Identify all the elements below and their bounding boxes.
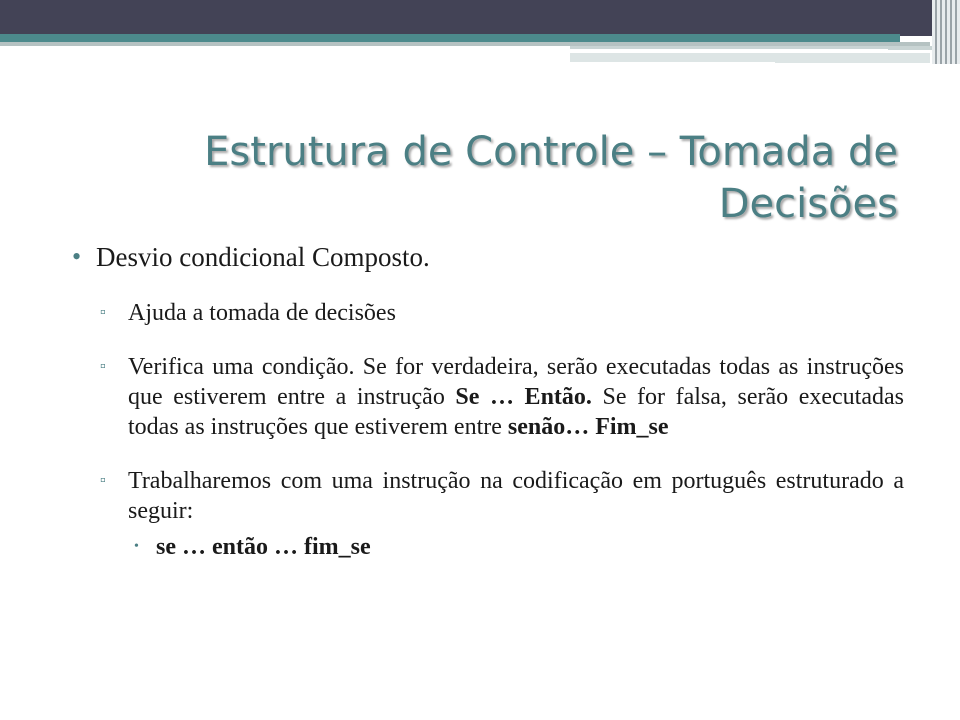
bullet-item — [72, 240, 904, 274]
keyword-se-entao: Se … Então. — [455, 384, 592, 410]
sub-sub-bullet — [134, 532, 904, 562]
sub-sub-bullet-icon: • — [134, 539, 139, 554]
sub-bullet-3 — [100, 466, 904, 526]
sub-bullet-text: Ajuda a tomada de decisões — [128, 300, 396, 326]
slide-content — [72, 240, 904, 562]
sub-bullet-icon: ▫ — [100, 472, 106, 489]
header-white-line — [570, 49, 888, 51]
header-teal-bar — [0, 34, 900, 42]
sub-bullet-text: Trabalharemos com uma instrução na codificação em português estruturado a seguir: — [128, 468, 904, 524]
sub-bullet-icon: ▫ — [100, 304, 106, 321]
sub-bullet-text-part2: Se for falsa, serão executadas todas as instruções que estiverem entre — [128, 384, 904, 440]
sub-bullet-1 — [100, 298, 904, 328]
keyword-senao-fim-se: senão… Fim_se — [507, 414, 669, 440]
sub-bullet-icon: ▫ — [100, 358, 106, 375]
bullet-text: Desvio condicional Composto. — [96, 242, 430, 272]
header-dark-bar — [0, 0, 960, 36]
sub-bullet-text-part1: Verifica uma condição. Se for verdadeira, serão executadas todas as instruções que estiverem entre a instrução — [128, 354, 904, 410]
code-syntax: se … então … fim_se — [156, 534, 371, 560]
header-vertical-lines — [932, 0, 960, 64]
slide-title: Estrutura de Controle – Tomada de Decisões — [204, 129, 898, 227]
sub-bullet-2 — [100, 352, 904, 442]
header-white-line-2 — [570, 62, 775, 64]
bullet-icon: • — [72, 242, 82, 271]
